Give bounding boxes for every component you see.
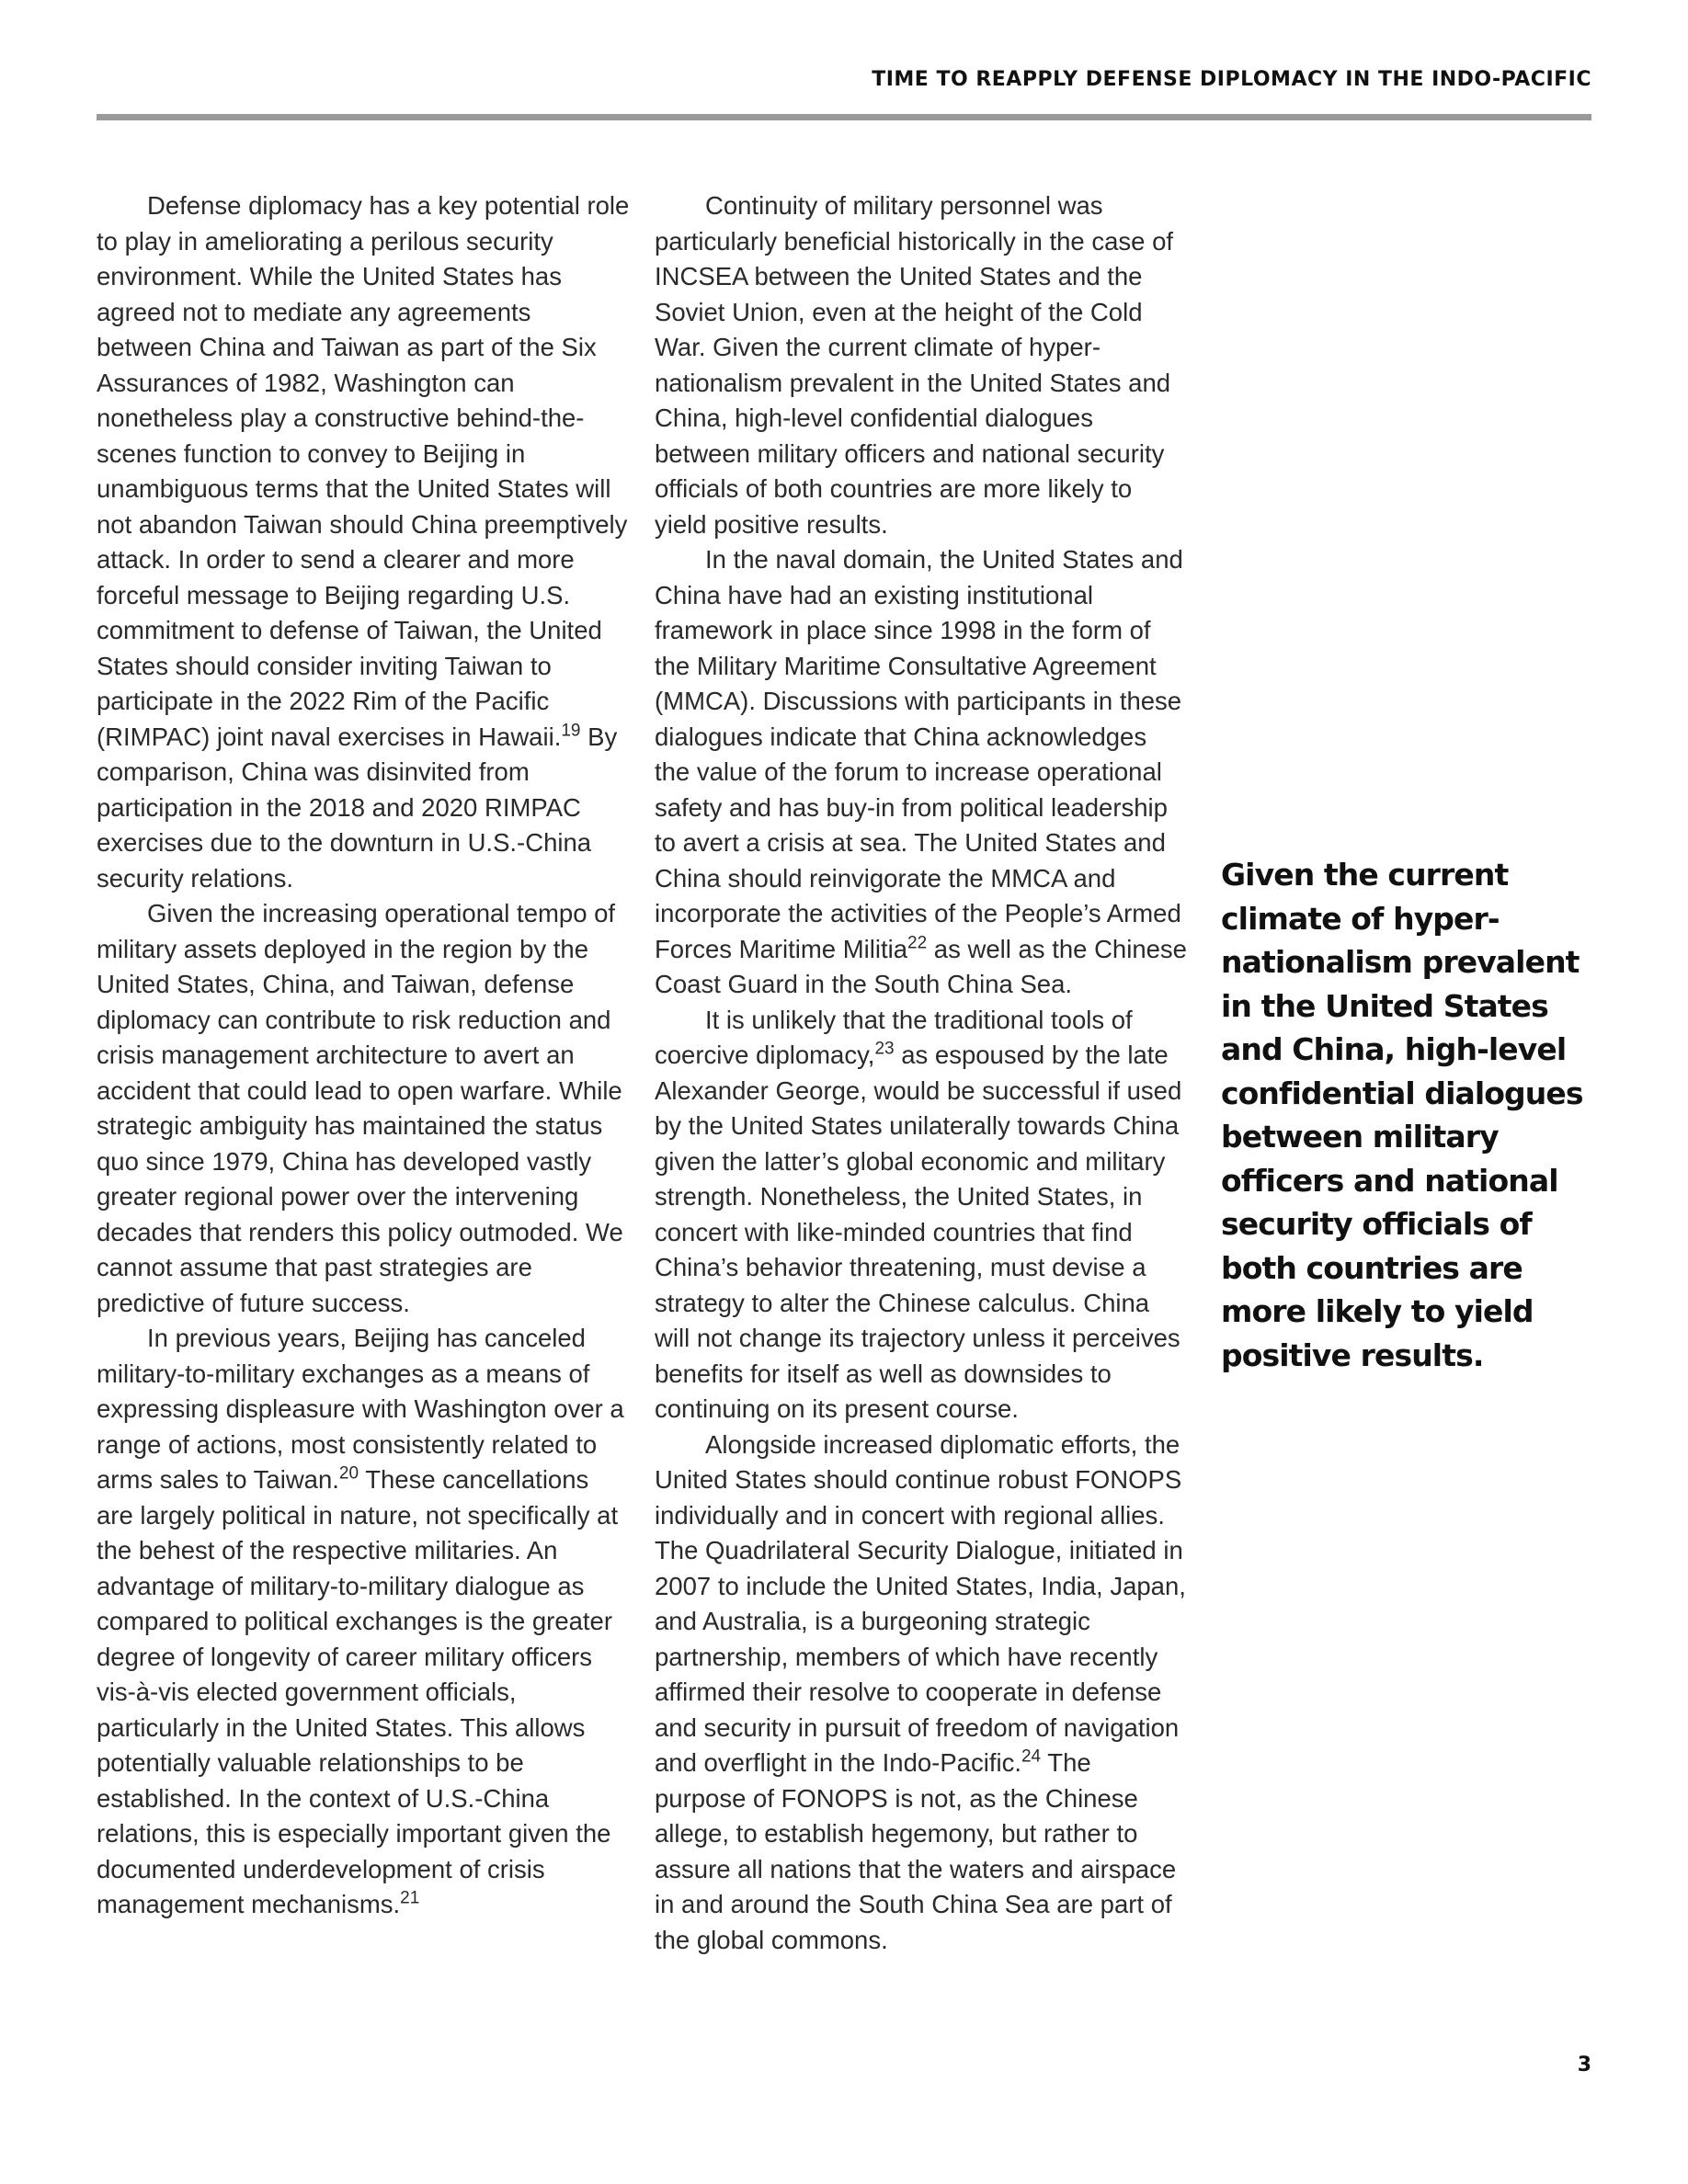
- paragraph-text: Alongside increased diplomatic efforts, the United States should continue robust FONOPS individually and in concert with regional allies. The Quadrilateral Security Dialogue, initiated in 2007 to include the United States, India, Japan, and Australia, is a burgeoning strategic partnership, members of which have recently affirmed their resolve to cooperate in defense and security in pursuit of freedom of navigation and overflight in the Indo-Pacific.: [655, 1429, 1186, 1777]
- paragraph-text: The purpose of FONOPS is not, as the Chinese allege, to establish hegemony, but rather to assure all nations that the waters and airspace in and around the South China Sea are part of the global commons.: [655, 1748, 1177, 1954]
- paragraph-text: Continuity of military personnel was particularly beneficial historically in the case of INCSEA between the United States and the Soviet Union, even at the height of the Cold War. Given the current climate of hyper-nationalism prevalent in the United States and China, high-level confidential dialogues between military officers and national security officials of both countries are more likely to yield positive results.: [655, 191, 1174, 539]
- footnote-reference: 21: [400, 1888, 420, 1908]
- paragraph-text: These cancellations are largely political in nature, not specifically at the behest of the respective militaries. An advantage of military-to-military dialogue as compared to political exchanges is the greater degree of longevity of career military officers vis-à-vis elected government officials, particularly in the United States. This allows potentially valuable relationships to be established. In the context of U.S.-China relations, this is especially important given the documented underdevelopment of crisis management mechanisms.: [97, 1465, 619, 1918]
- footnote-reference: 24: [1021, 1746, 1042, 1767]
- paragraph-text: By comparison, China was disinvited from participation in the 2018 and 2020 RIMPAC exercises due to the downturn in U.S.-China security relations.: [97, 722, 618, 893]
- body-paragraph: [97, 896, 630, 1321]
- body-paragraph: [655, 542, 1188, 1003]
- paragraph-text: as espoused by the late Alexander George, would be successful if used by the United States unilaterally towards China given the latter’s global economic and military strength. Nonetheless, the United States, in concert with like-minded countries that find China’s behavior threatening, must devise a strategy to alter the Chinese calculus. China will not change its trajectory unless it perceives benefits for itself as well as downsides to continuing on its present course.: [655, 1041, 1182, 1423]
- paragraph-text: Given the increasing operational tempo of military assets deployed in the region by the United States, China, and Taiwan, defense diplomacy can contribute to risk reduction and crisis management architecture to avert an accident that could lead to open warfare. While strategic ambiguity has maintained the status quo since 1979, China has developed vastly greater regional power over the intervening decades that renders this policy outmoded. We cannot assume that past strategies are predictive of future success.: [97, 899, 623, 1317]
- body-paragraph: [655, 188, 1188, 542]
- paragraph-text: as well as the Chinese Coast Guard in the South China Sea.: [655, 934, 1187, 998]
- paragraph-text: Defense diplomacy has a key potential role to play in ameliorating a perilous security environment. While the United States has agreed not to mediate any agreements between China and Taiwan as part of the Six Assurances of 1982, Washington can nonetheless play a constructive behind-the-scenes function to convey to Beijing in unambiguous terms that the United States will not abandon Taiwan should China preemptively attack. In order to send a clearer and more forceful message to Beijing regarding U.S. commitment to defense of Taiwan, the United States should consider inviting Taiwan to participate in the 2022 Rim of the Pacific (RIMPAC) joint naval exercises in Hawaii.: [97, 191, 630, 751]
- header-rule: [97, 114, 1591, 120]
- body-paragraph: [655, 1428, 1188, 1959]
- body-paragraph: [97, 188, 630, 896]
- paragraph-text: In the naval domain, the United States and China have had an existing institutional framework in place since 1998 in the form of the Military Maritime Consultative Agreement (MMCA). Discussions with participants in these dialogues indicate that China acknowledges the value of the forum to increase operational safety and has buy-in from political leadership to avert a crisis at sea. The United States and China should reinvigorate the MMCA and incorporate the activities of the People’s Armed Forces Maritime Militia: [655, 545, 1183, 963]
- pull-quote: Given the current climate of hyper-nationalism prevalent in the United States and China, high-level confidential dialogues between military officers and national security officials of both countries are more likely to yield positive results.: [1221, 857, 1583, 1373]
- footnote-reference: 23: [874, 1039, 895, 1059]
- paragraph-text: It is unlikely that the traditional tools of coercive diplomacy,: [655, 1005, 1133, 1069]
- footnote-reference: 22: [907, 933, 928, 953]
- paragraph-text: In previous years, Beijing has canceled military-to-military exchanges as a means of expressing displeasure with Washington over a range of actions, most consistently related to arms sales to Taiwan.: [97, 1324, 624, 1494]
- running-header: TIME TO REAPPLY DEFENSE DIPLOMACY IN THE INDO-PACIFIC: [872, 68, 1591, 91]
- footnote-reference: 20: [338, 1463, 359, 1484]
- body-column-left: [97, 188, 630, 1923]
- page-number: 3: [1577, 2053, 1591, 2076]
- footnote-reference: 19: [561, 721, 581, 741]
- body-paragraph: [655, 1003, 1188, 1428]
- body-column-middle: [655, 188, 1188, 1958]
- body-paragraph: [97, 1321, 630, 1923]
